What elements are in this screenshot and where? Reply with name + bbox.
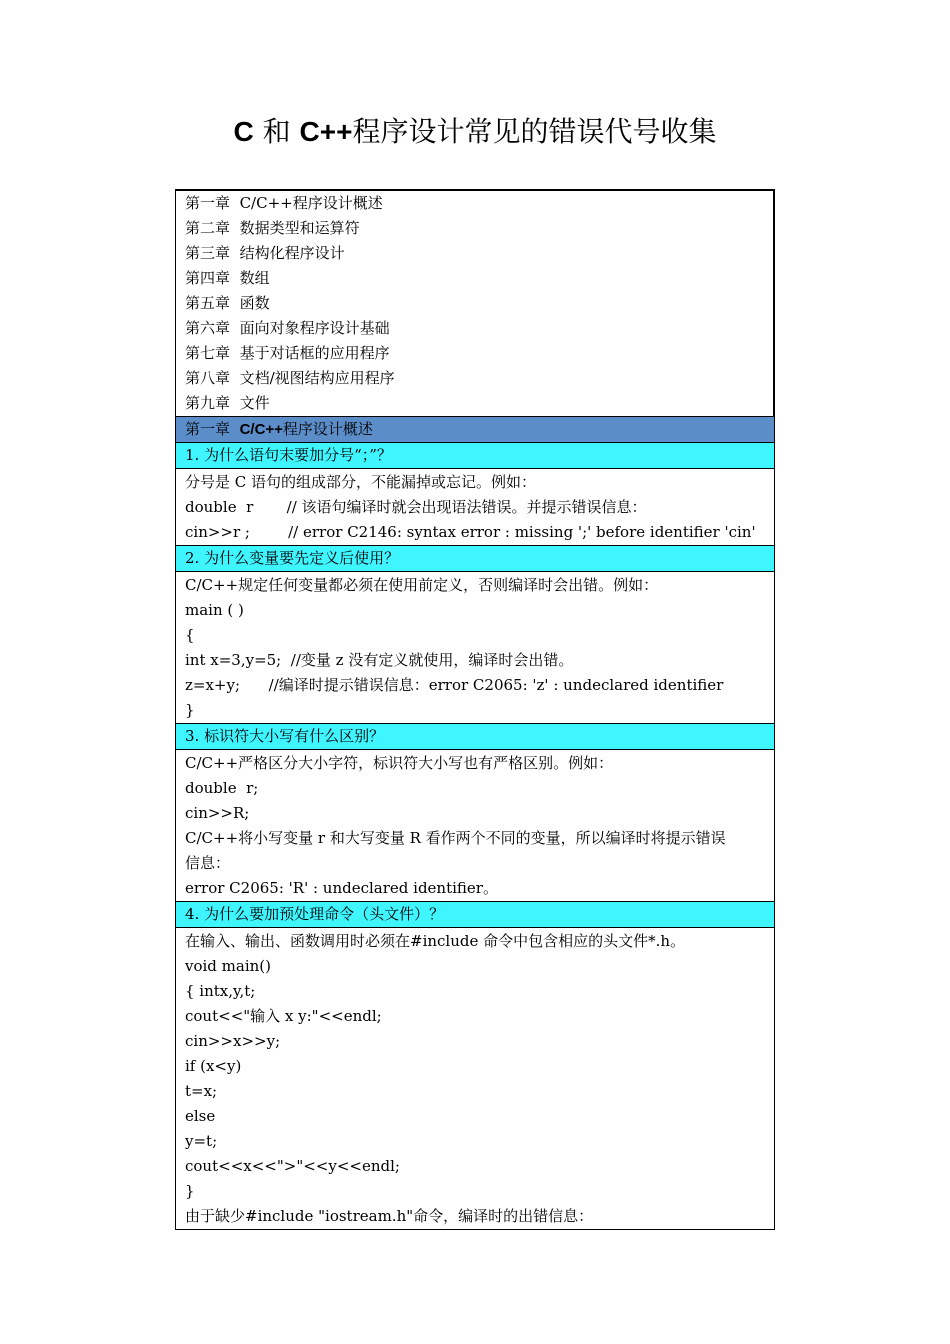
document-title: C 和 C++程序设计常见的错误代号收集	[233, 115, 717, 148]
body-line: 信息：	[185, 854, 231, 872]
toc-chapter-title: 数据类型和运算符	[239, 219, 360, 237]
toc-chapter-number: 第五章	[185, 294, 231, 312]
body-line: int x=3,y=5; //变量 z 没有定义就使用，编译时会出错。	[185, 651, 574, 669]
body-line: cout<<"输入 x y:"<<endl;	[185, 1007, 382, 1025]
section-heading-text: 3. 标识符大小写有什么区别？	[185, 727, 385, 745]
section-heading	[176, 902, 775, 928]
section-body	[176, 469, 775, 546]
toc-chapter-number: 第一章	[185, 194, 231, 212]
section-heading-text: 2. 为什么变量要先定义后使用？	[185, 549, 400, 567]
section-heading	[176, 546, 775, 572]
toc-item[interactable]	[185, 191, 773, 216]
toc-chapter-title: 文件	[239, 394, 270, 412]
toc-chapter-number: 第六章	[185, 319, 231, 337]
toc-item[interactable]	[185, 366, 773, 391]
toc-chapter-number: 第二章	[185, 219, 231, 237]
toc-chapter-number: 第三章	[185, 244, 231, 262]
body-line: C/C++严格区分大小字符，标识符大小写也有严格区别。例如：	[185, 754, 614, 772]
body-line: cin>>r ; // error C2146: syntax error : missing ';' before identifier 'cin'	[185, 523, 756, 541]
body-line: }	[185, 1182, 195, 1200]
body-line: else	[185, 1107, 216, 1125]
toc-item[interactable]	[185, 316, 773, 341]
toc-item[interactable]	[185, 391, 773, 416]
body-line: cin>>R;	[185, 804, 250, 822]
body-line: cout<<x<<">"<<y<<endl;	[185, 1157, 400, 1175]
section-body	[176, 928, 775, 1230]
section-body	[176, 750, 775, 902]
toc-item[interactable]	[185, 241, 773, 266]
section-body	[176, 572, 775, 724]
toc-chapter-title: 基于对话框的应用程序	[239, 344, 390, 362]
toc-chapter-title: C/C++程序设计概述	[239, 194, 383, 212]
toc-chapter-title: 面向对象程序设计基础	[239, 319, 390, 337]
toc-chapter-title: 结构化程序设计	[239, 244, 345, 262]
chapter-header: 第一章 C/C++程序设计概述	[176, 417, 775, 443]
toc-chapter-number: 第九章	[185, 394, 231, 412]
section-heading-text: 1. 为什么语句末要加分号“；”？	[185, 446, 392, 464]
content-table	[175, 189, 775, 1230]
toc-item[interactable]	[185, 341, 773, 366]
body-line: if (x<y)	[185, 1057, 242, 1075]
body-line: 在输入、输出、函数调用时必须在#include 命令中包含相应的头文件*.h。	[185, 932, 686, 950]
body-line: }	[185, 701, 195, 719]
body-line: C/C++规定任何变量都必须在使用前定义，否则编译时会出错。例如：	[185, 576, 659, 594]
body-line: C/C++将小写变量 r 和大写变量 R 看作两个不同的变量，所以编译时将提示错误	[185, 829, 726, 847]
body-line: y=t;	[185, 1132, 218, 1150]
body-line: t=x;	[185, 1082, 218, 1100]
toc-item[interactable]	[185, 266, 773, 291]
table-of-contents	[176, 190, 775, 417]
section-heading	[176, 443, 775, 469]
body-line: cin>>x>>y;	[185, 1032, 281, 1050]
toc-chapter-number: 第八章	[185, 369, 231, 387]
toc-chapter-title: 数组	[239, 269, 270, 287]
toc-chapter-title: 函数	[239, 294, 270, 312]
section-heading	[176, 724, 775, 750]
section-heading-text: 4. 为什么要加预处理命令（头文件）？	[185, 905, 445, 923]
body-line: error C2065: 'R' : undeclared identifier。	[185, 879, 498, 897]
body-line: {	[185, 626, 195, 644]
body-line: 分号是 C 语句的组成部分，不能漏掉或忘记。例如：	[185, 473, 537, 491]
body-line: z=x+y; //编译时提示错误信息：error C2065: 'z' : undeclared identifier	[185, 676, 724, 694]
body-line: { intx,y,t;	[185, 982, 256, 1000]
toc-chapter-number: 第四章	[185, 269, 231, 287]
body-line: double r;	[185, 779, 259, 797]
toc-item[interactable]	[185, 291, 773, 316]
body-line: void main()	[185, 957, 272, 975]
body-line: double r // 该语句编译时就会出现语法错误。并提示错误信息：	[185, 498, 647, 516]
toc-item[interactable]	[185, 216, 773, 241]
toc-chapter-title: 文档/视图结构应用程序	[239, 369, 395, 387]
body-line: main ( )	[185, 601, 244, 619]
body-line: 由于缺少#include "iostream.h"命令，编译时的出错信息：	[185, 1207, 594, 1225]
toc-chapter-number: 第七章	[185, 344, 231, 362]
